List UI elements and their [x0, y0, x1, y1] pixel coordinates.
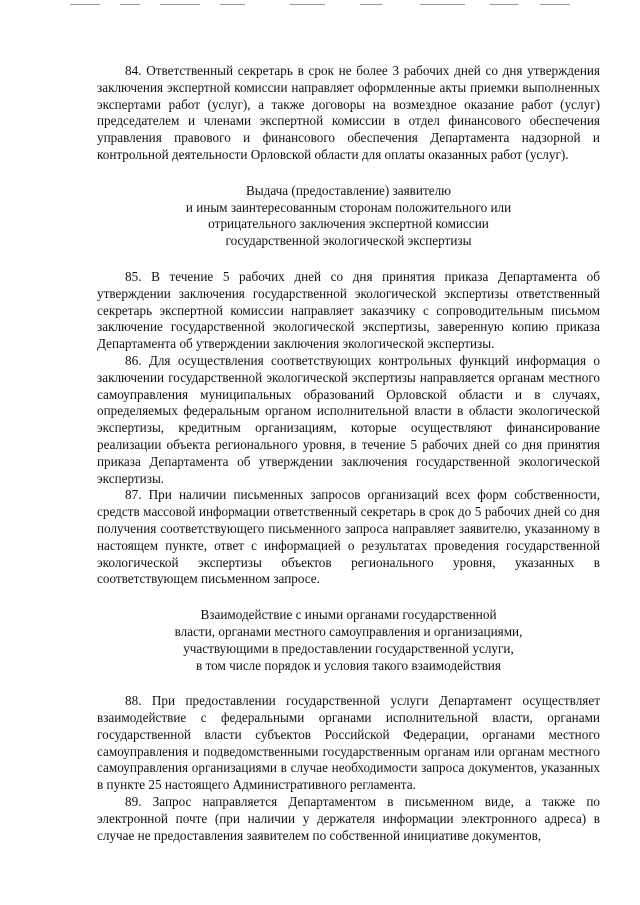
heading-line: и иным заинтересованным сторонам положительного или [185, 199, 512, 215]
section-heading-issuance [97, 183, 600, 250]
heading-line: участвующими в предоставлении государственной услуги, [183, 640, 514, 656]
heading-line: власти, органами местного самоуправления и организациями, [174, 623, 523, 639]
scan-header-marks [60, 2, 580, 8]
paragraph-84: 84. Ответственный секретарь в срок не более 3 рабочих дней со дня утверждения заключения экспертной комиссии направляет оформленные акты приемки выполненных экспертами работ (услуг), а также договоры на возмездное оказание работ (услуг) председателем и членами экспертной комиссии в отдел финансового обеспечения управления правового и финансового обеспечения Департамента надзорной и контрольной деятельности Орловской области для оплаты оказанных работ (услуг). [97, 63, 600, 162]
heading-line: Выдача (предоставление) заявителю [245, 182, 452, 198]
heading-line: отрицательного заключения экспертной комиссии [208, 216, 489, 232]
paragraph-88: 88. При предоставлении государственной услуги Департамент осуществляет взаимодействие с федеральными органами исполнительной власти, органами государственной власти субъектов Российской Федерации, органами местного самоуправления и подведомственными государственным органам или органам местного самоуправления организациями в случае необходимости запроса документов, указанных в пункте 25 настоящего Административного регламента. [97, 693, 600, 793]
paragraph-86: 86. Для осуществления соответствующих контрольных функций информация о заключении государственной экологической экспертизы направляется органам местного самоуправления муниципальных образований Орловской области и в случаях, определяемых федеральным органом исполнительной власти в области экологической экспертизы, кредитным организациям, которые осуществляют финансирование реализации объекта регионального уровня, в течение 5 рабочих дней со дня принятия приказа Департамента об утверждении заключения государственной экологической экспертизы. [97, 352, 600, 486]
heading-line: государственной экологической экспертизы [225, 233, 472, 249]
paragraph-87: 87. При наличии письменных запросов организаций всех форм собственности, средств массовой информации ответственный секретарь в срок до 5 рабочих дней со дня получения соответствующего письменного запроса направляет заявителю, указанному в настоящем пункте, ответ с информацией о результатах проведения государственной экологической экспертизы объектов регионального уровня, указанных в соответствующем письменном запросе. [97, 487, 600, 587]
section-heading-interaction [97, 607, 600, 674]
heading-line: в том числе порядок и условия такого взаимодействия [196, 657, 501, 673]
paragraph-89: 89. Запрос направляется Департаментом в письменном виде, а также по электронной почте (при наличии у держателя информации электронного адреса) в случае не предоставления заявителем по собственной инициативе документов, [97, 794, 600, 843]
document-body [97, 63, 600, 844]
paragraph-85: 85. В течение 5 рабочих дней со дня принятия приказа Департамента об утверждении заключения государственной экологической экспертизы ответственный секретарь экспертной комиссии направляет заказчику с сопроводительным письмом заключение государственной экологической экспертизы, заверенную копию приказа Департамента об утверждении заключения экологической экспертизы. [97, 268, 600, 352]
heading-line: Взаимодействие с иными органами государственной [200, 607, 497, 623]
